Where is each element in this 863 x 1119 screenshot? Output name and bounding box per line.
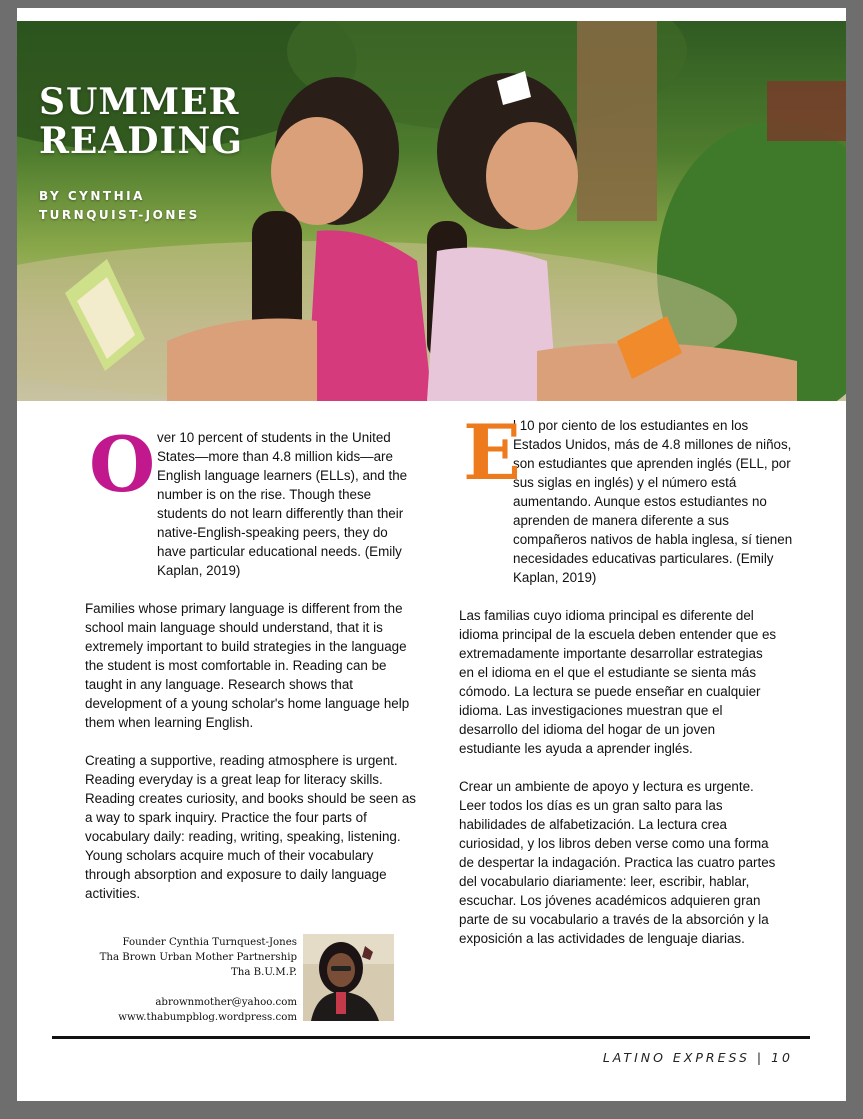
credit-website: www.thabumpblog.wordpress.com bbox=[118, 1012, 297, 1023]
english-column bbox=[85, 420, 425, 903]
english-lead-paragraph bbox=[85, 420, 425, 580]
spanish-paragraph-familias: Las familias cuyo idioma principal es diferente del idioma principal de la escuela deben entender que es extremadamente importante desarrollar estrategias en el idioma en el que el estudiante se sienta más cómodo. La lectura se puede enseñar en cualquier idioma. Las investigaciones muestran que el desarrollo del idioma del hogar de un joven estudiante les ayuda a aprender inglés. bbox=[459, 608, 777, 756]
credit-organization: Tha Brown Urban Mother Partnership bbox=[99, 952, 297, 963]
footer-folio: LATINO EXPRESS | 10 bbox=[602, 1050, 793, 1065]
magazine-page bbox=[17, 8, 846, 1101]
dropcap-o: O bbox=[89, 420, 156, 509]
english-paragraph-atmosphere: Creating a supportive, reading atmosphere is urgent. Reading everyday is a great leap for literacy skills. Reading creates curiosity, and books should be seen as a way to spark inquiry. Practice the four parts of vocabulary daily: reading, writing, speaking, listening. Young scholars acquire much of their vocabulary through absorption and exposure to daily language activities. bbox=[85, 753, 416, 901]
article-byline: BY CYNTHIA TURNQUIST-JONES bbox=[39, 189, 200, 222]
dropcap-e: E bbox=[463, 408, 521, 497]
credit-email: abrownmother@yahoo.com bbox=[155, 997, 297, 1008]
credit-acronym: Tha B.U.M.P. bbox=[231, 967, 297, 978]
hero-photo bbox=[17, 21, 846, 401]
article-title: SUMMER READING bbox=[39, 81, 243, 162]
spanish-paragraph-ambiente: Crear un ambiente de apoyo y lectura es urgente. Leer todos los días es un gran salto para las habilidades de alfabetización. La lectura crea curiosidad, y los libros deben verse como una forma de despertar la indagación. Practica las cuatro partes del vocabulario diariamente: leer, escribir, hablar, escuchar. Los jóvenes académicos adquieren gran parte de su vocabulario a través de la absorción y la exposición a las actividades de lenguaje diarias. bbox=[459, 779, 776, 946]
spanish-column bbox=[459, 408, 793, 948]
credit-founder: Founder Cynthia Turnquest-Jones bbox=[122, 937, 297, 948]
spanish-lead-paragraph bbox=[459, 408, 793, 587]
author-photo bbox=[303, 934, 394, 1021]
english-paragraph-families: Families whose primary language is different from the school main language should understand, that it is extremely important to build strategies in the language the student is most comfortable in. Reading can be taught in any language. Research shows that development of a young scholar's home language help them when learning English. bbox=[85, 601, 410, 730]
spanish-lead-text: l 10 por ciento de los estudiantes en los Estados Unidos, más de 4.8 millones de niños, son estudiantes que aprenden inglés (ELL, por sus siglas en inglés) y el número está aumentando. Aunque estos estudiantes no aprenden de manera diferente a sus compañeros nativos de habla inglesa, sí tienen necesidades educativas particulares. (Emily Kaplan, 2019) bbox=[513, 418, 793, 585]
author-credit bbox=[77, 935, 297, 1025]
english-lead-text: ver 10 percent of students in the United States—more than 4.8 million kids—are English language learners (ELLs), and the number is on the rise. Though these students do not learn differently than their native-English-speaking peers, they do have particular educational needs. (Emily Kaplan, 2019) bbox=[157, 430, 408, 578]
footer-rule bbox=[52, 1036, 810, 1039]
